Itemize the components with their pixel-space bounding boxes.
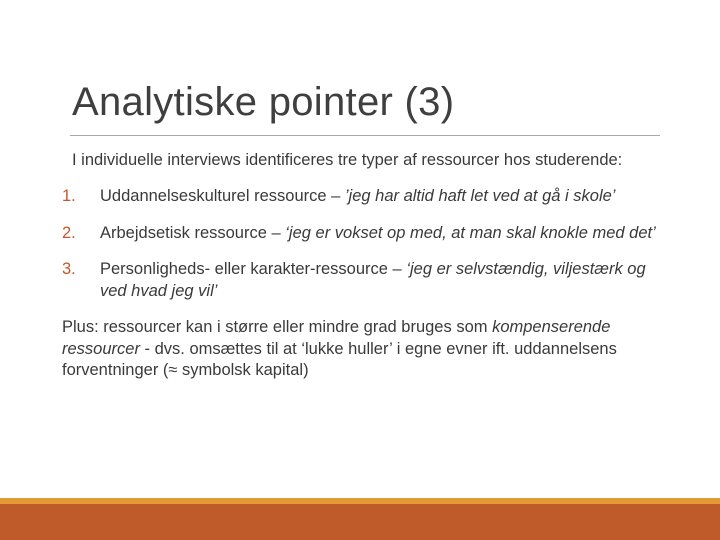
slide-body (62, 150, 662, 382)
list-item (62, 259, 662, 302)
intro-text: I individuelle interviews identificeres tre typer af ressourcer hos studerende: (72, 151, 623, 169)
list-item-number: 1. (62, 187, 76, 206)
list-item-text: Uddannelseskulturel ressource – (100, 187, 345, 206)
footer-bar (0, 504, 720, 540)
list-item-number: 3. (62, 260, 76, 279)
slide-title: Analytiske pointer (3) (72, 80, 455, 124)
plus-emphasis: kompenserende ressourcer (62, 318, 611, 358)
list-item-quote: ’jeg har altid haft let ved at gå i skole’ (344, 187, 616, 206)
plus-rest: - dvs. omsættes til at ‘lukke huller’ i egne evner ift. uddannelsens forventninger (≈ symbolsk kapital) (62, 339, 617, 380)
list-item-quote: ‘jeg er vokset op med, at man skal knokle med det’ (285, 223, 656, 242)
list-item-quote: ‘jeg er selvstændig, viljestærk og ved hvad jeg vil’ (100, 260, 646, 300)
list-item (62, 223, 662, 244)
list-item-text: Personligheds- eller karakter-ressource – (100, 260, 407, 279)
plus-paragraph (62, 317, 662, 381)
title-divider (70, 135, 660, 136)
list-item-text: Arbejdsetisk ressource – (100, 223, 286, 242)
list-item (62, 186, 662, 207)
plus-lead: Plus: ressourcer kan i større eller mindre grad bruges som (62, 318, 493, 337)
list-item-number: 2. (62, 223, 76, 242)
resource-list (62, 186, 662, 302)
